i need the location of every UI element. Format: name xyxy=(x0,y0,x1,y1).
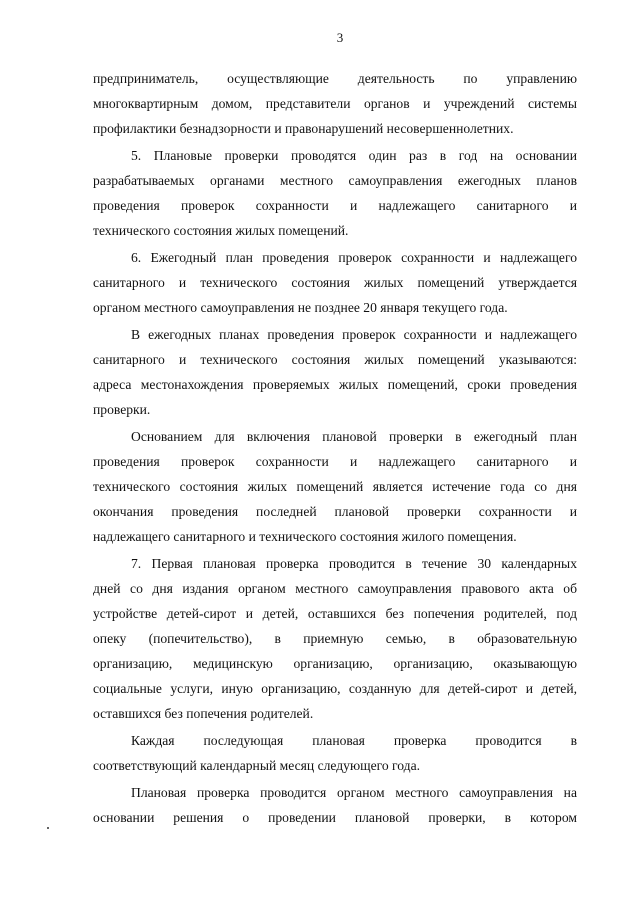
text-line: 5. Плановые проверки проводятся один раз в год на основании xyxy=(131,148,577,163)
paragraph xyxy=(93,728,577,778)
paragraph-item-7 xyxy=(93,551,577,726)
text-line: Плановая проверка проводится органом местного самоуправления на xyxy=(131,785,577,800)
text-line: адреса местонахождения проверяемых жилых помещений, сроки проведения xyxy=(93,377,577,392)
text-line: профилактики безнадзорности и правонарушений несовершеннолетних. xyxy=(93,121,514,136)
text-line: санитарного и технического состояния жилых помещений утверждается xyxy=(93,275,577,290)
page-number: 3 xyxy=(336,30,344,45)
scan-speck xyxy=(47,827,49,829)
text-line: 7. Первая плановая проверка проводится в течение 30 календарных xyxy=(131,556,577,571)
text-line: 6. Ежегодный план проведения проверок сохранности и надлежащего xyxy=(131,250,577,265)
paragraph-item-5 xyxy=(93,143,577,243)
text-line: проверки. xyxy=(93,402,151,417)
paragraph xyxy=(93,322,577,422)
paragraph xyxy=(93,780,577,830)
text-line: опеку (попечительство), в приемную семью, в образовательную xyxy=(93,631,577,646)
text-line: разрабатываемых органами местного самоуправления ежегодных планов xyxy=(93,173,577,188)
text-line: В ежегодных планах проведения проверок сохранности и надлежащего xyxy=(131,327,577,342)
text-line: организацию, медицинскую организацию, организацию, оказывающую xyxy=(93,656,577,671)
paragraph xyxy=(93,66,577,141)
text-line: основании решения о проведении плановой проверки, в котором xyxy=(93,810,577,825)
paragraph xyxy=(93,424,577,549)
text-line: социальные услуги, иную организацию, созданную для детей-сирот и детей, xyxy=(93,681,577,696)
text-line: Основанием для включения плановой проверки в ежегодный план xyxy=(131,429,577,444)
text-line: санитарного и технического состояния жилых помещений указываются: xyxy=(93,352,577,367)
text-line: проведения проверок сохранности и надлежащего санитарного и xyxy=(93,198,577,213)
text-line: соответствующий календарный месяц следующего года. xyxy=(93,758,421,773)
text-line: проведения проверок сохранности и надлежащего санитарного и xyxy=(93,454,577,469)
text-line: дней со дня издания органом местного самоуправления правового акта об xyxy=(93,581,577,596)
text-line: надлежащего санитарного и технического состояния жилого помещения. xyxy=(93,529,517,544)
text-line: технического состояния жилых помещений. xyxy=(93,223,349,238)
text-line: технического состояния жилых помещений является истечение года со дня xyxy=(93,479,577,494)
text-line: оставшихся без попечения родителей. xyxy=(93,706,314,721)
text-line: многоквартирным домом, представители органов и учреждений системы xyxy=(93,96,577,111)
text-line: устройстве детей-сирот и детей, оставшихся без попечения родителей, под xyxy=(93,606,577,621)
text-line: окончания проведения последней плановой проверки сохранности и xyxy=(93,504,577,519)
text-line: предприниматель, осуществляющие деятельность по управлению xyxy=(93,71,577,86)
paragraph-item-6 xyxy=(93,245,577,320)
document-body xyxy=(93,66,577,830)
text-line: органом местного самоуправления не позднее 20 января текущего года. xyxy=(93,300,508,315)
text-line: Каждая последующая плановая проверка проводится в xyxy=(131,733,577,748)
